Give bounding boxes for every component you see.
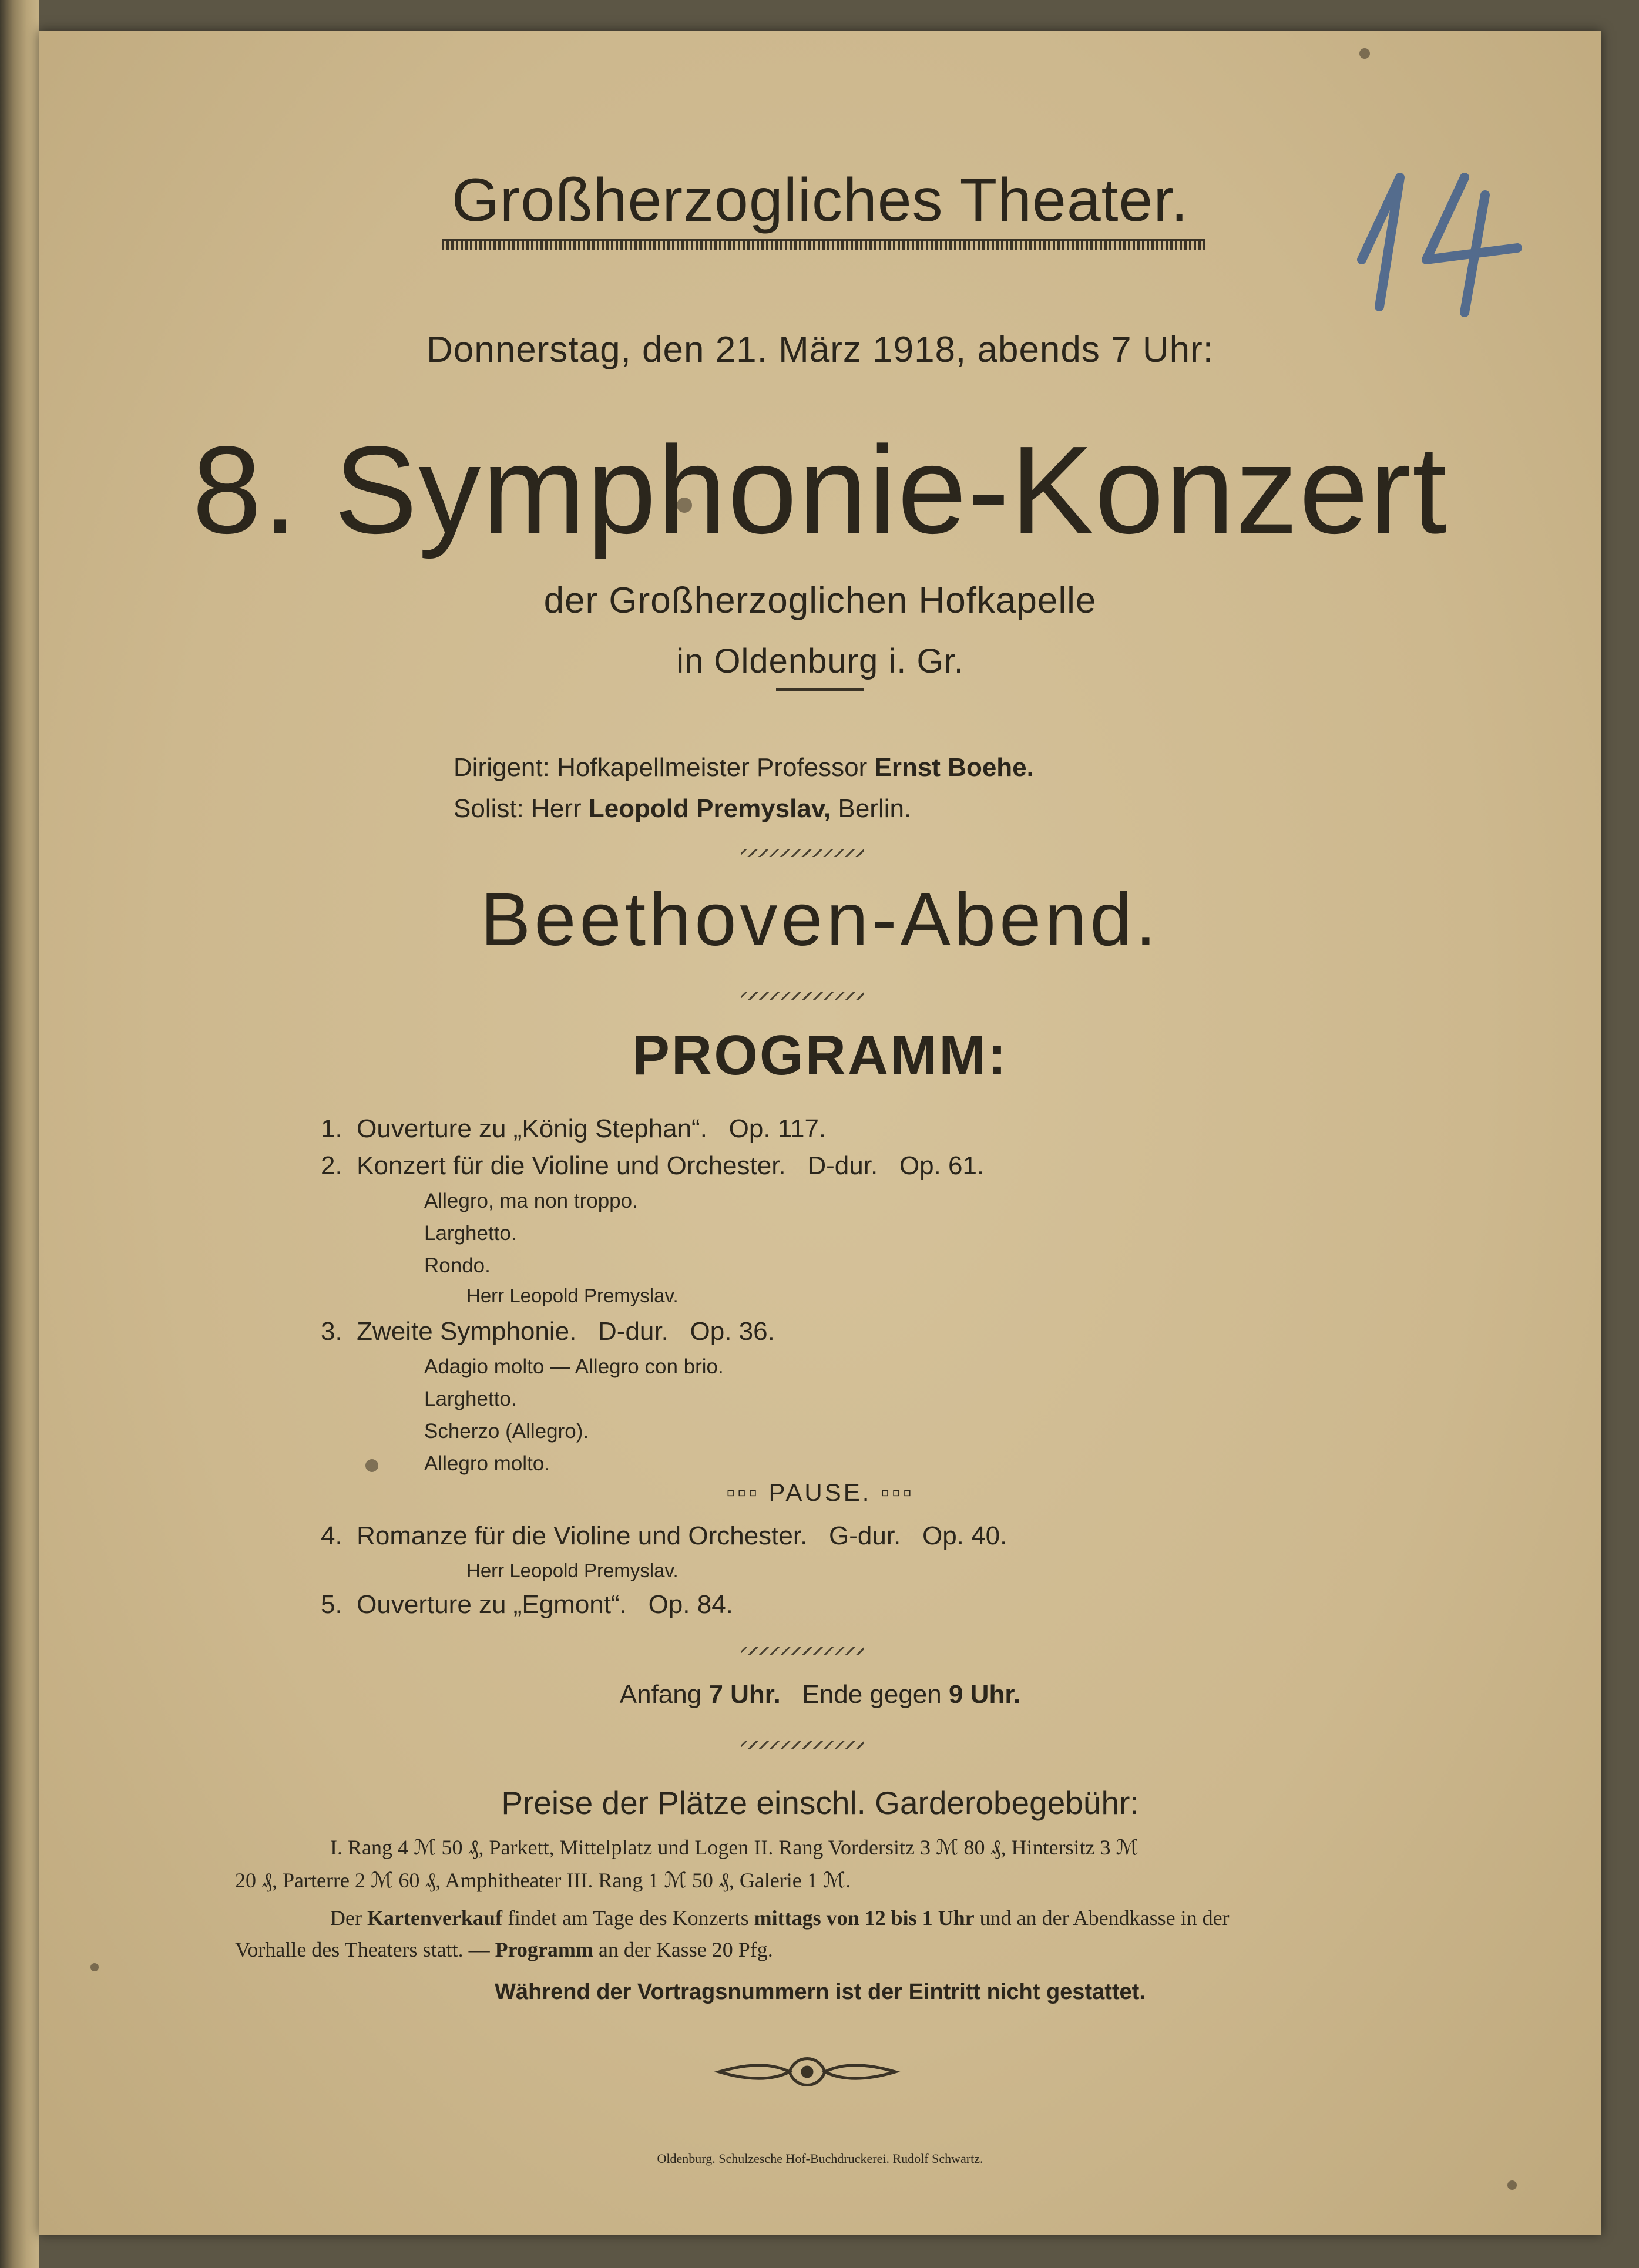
theater-title: Großherzogliches Theater. bbox=[451, 166, 1189, 234]
movement: Larghetto. bbox=[424, 1222, 517, 1245]
sale-text: Vorhalle des Theaters statt. — bbox=[235, 1938, 495, 1961]
paper-stain bbox=[90, 1963, 99, 1971]
wavy-divider bbox=[741, 849, 864, 857]
item-title: Romanze für die Violine und Orchester. bbox=[357, 1521, 808, 1550]
item-key: D-dur. bbox=[807, 1151, 878, 1180]
concert-date: Donnerstag, den 21. März 1918, abends 7 Uhr: bbox=[426, 330, 1214, 370]
item-title: Ouverture zu „König Stephan“. bbox=[357, 1114, 707, 1143]
program-bold: Programm bbox=[495, 1938, 593, 1961]
soloist-prefix: Solist: Herr bbox=[454, 794, 589, 823]
soloist-line bbox=[454, 794, 911, 824]
end-time: 9 Uhr. bbox=[948, 1680, 1021, 1709]
book-binding bbox=[0, 0, 39, 2268]
sale-hours: mittags von 12 bis 1 Uhr bbox=[754, 1906, 975, 1930]
item-key: G-dur. bbox=[829, 1521, 901, 1550]
item-opus: Op. 61. bbox=[899, 1151, 985, 1180]
program-item-4 bbox=[321, 1521, 1007, 1551]
paper-stain bbox=[1359, 48, 1370, 59]
item-opus: Op. 36. bbox=[690, 1317, 775, 1346]
prices-line-1: I. Rang 4 ℳ 50 ₰, Parkett, Mittelplatz und Logen II. Rang Vordersitz 3 ℳ 80 ₰, Hintersitz 3 ℳ bbox=[330, 1836, 1138, 1859]
orchestra-name: der Großherzoglichen Hofkapelle bbox=[543, 580, 1097, 621]
movement: Scherzo (Allegro). bbox=[424, 1420, 589, 1443]
prices-heading: Preise der Plätze einschl. Garderobegebühr: bbox=[501, 1785, 1139, 1821]
concert-title: 8. Symphonie-Konzert bbox=[192, 420, 1448, 559]
sale-text: findet am Tage des Konzerts bbox=[502, 1906, 754, 1930]
conductor-prefix: Dirigent: Hofkapellmeister Professor bbox=[454, 753, 875, 782]
paper-stain bbox=[1507, 2180, 1517, 2190]
item-opus: Op. 40. bbox=[922, 1521, 1007, 1550]
end-label: Ende gegen bbox=[802, 1680, 949, 1709]
conductor-name: Ernst Boehe. bbox=[874, 753, 1034, 782]
divider bbox=[776, 688, 864, 691]
item-title: Konzert für die Violine und Orchester. bbox=[357, 1151, 786, 1180]
wavy-divider bbox=[741, 992, 864, 1000]
concert-program-page bbox=[39, 31, 1601, 2235]
printer-imprint: Oldenburg. Schulzesche Hof-Buchdruckerei. Rudolf Schwartz. bbox=[657, 2151, 983, 2166]
soloist-city: Berlin. bbox=[831, 794, 912, 823]
sale-bold: Kartenverkauf bbox=[367, 1906, 502, 1930]
program-item-5 bbox=[321, 1590, 733, 1619]
ticket-sale-line-2 bbox=[235, 1937, 773, 1962]
movement: Allegro, ma non troppo. bbox=[424, 1190, 638, 1212]
prices-line-2: 20 ₰, Parterre 2 ℳ 60 ₰, Amphitheater III. Rang 1 ℳ 50 ₰, Galerie 1 ℳ. bbox=[235, 1869, 851, 1892]
sale-text: und an der Abendkasse in der bbox=[974, 1906, 1230, 1930]
conductor-line bbox=[454, 753, 1034, 782]
wavy-divider bbox=[741, 1741, 864, 1749]
program-heading: PROGRAMM: bbox=[632, 1024, 1009, 1087]
item-number: 1. bbox=[321, 1114, 342, 1143]
start-end-times bbox=[39, 1680, 1601, 1709]
ticket-sale-line-1 bbox=[330, 1906, 1230, 1930]
item-opus: Op. 84. bbox=[648, 1590, 733, 1619]
item-opus: Op. 117. bbox=[728, 1114, 827, 1143]
movement: Rondo. bbox=[424, 1254, 491, 1277]
city-line: in Oldenburg i. Gr. bbox=[676, 642, 964, 680]
entry-notice: Während der Vortragsnummern ist der Eintritt nicht gestattet. bbox=[495, 1980, 1146, 2004]
soloist-note: Herr Leopold Premyslav. bbox=[466, 1285, 679, 1306]
movement: Adagio molto — Allegro con brio. bbox=[424, 1355, 724, 1378]
title-underline bbox=[442, 239, 1205, 250]
item-number: 5. bbox=[321, 1590, 342, 1619]
item-title: Ouverture zu „Egmont“. bbox=[357, 1590, 627, 1619]
start-label: Anfang bbox=[619, 1680, 709, 1709]
soloist-note: Herr Leopold Premyslav. bbox=[466, 1560, 679, 1581]
intermission: ▫▫▫ PAUSE. ▫▫▫ bbox=[726, 1479, 914, 1506]
item-number: 3. bbox=[321, 1317, 342, 1346]
sale-text: Der bbox=[330, 1906, 367, 1930]
item-number: 4. bbox=[321, 1521, 342, 1550]
item-number: 2. bbox=[321, 1151, 342, 1180]
program-item-2 bbox=[321, 1151, 984, 1181]
program-item-1 bbox=[321, 1114, 826, 1144]
start-time: 7 Uhr. bbox=[708, 1680, 781, 1709]
movement: Larghetto. bbox=[424, 1387, 517, 1410]
item-title: Zweite Symphonie. bbox=[357, 1317, 577, 1346]
ribbon-ornament bbox=[713, 2051, 901, 2092]
item-key: D-dur. bbox=[598, 1317, 669, 1346]
evening-title: Beethoven-Abend. bbox=[480, 878, 1160, 962]
sale-text: an der Kasse 20 Pfg. bbox=[593, 1938, 773, 1961]
wavy-divider bbox=[741, 1647, 864, 1655]
paper-stain bbox=[365, 1459, 378, 1472]
soloist-name: Leopold Premyslav, bbox=[588, 794, 831, 823]
program-item-3 bbox=[321, 1317, 775, 1346]
movement: Allegro molto. bbox=[424, 1452, 550, 1475]
